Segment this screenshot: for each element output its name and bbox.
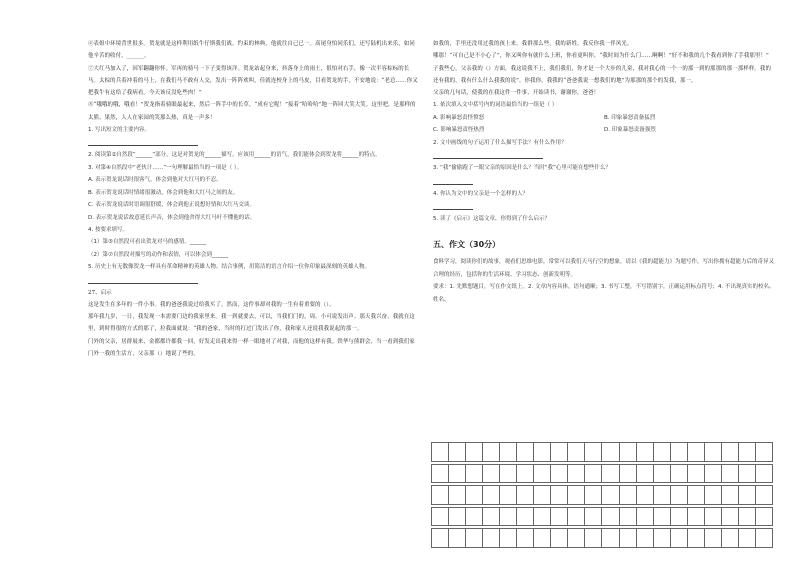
grid-cell[interactable] (619, 464, 636, 483)
grid-cell[interactable] (636, 486, 653, 505)
answer-line[interactable] (433, 149, 543, 159)
option-d[interactable]: D. 印象暴怒责备强烈 (604, 127, 656, 134)
story27-paragraph: 这是发生在多年的一件小事。我的爸爸我说过给我买了。然而，这件事却对我的一生有着重要的（）。 (88, 301, 335, 308)
grid-cell[interactable] (551, 443, 568, 462)
question-4: 4. 你认为文中的父亲是一个怎样的人？ (433, 190, 528, 197)
grid-cell[interactable] (653, 507, 670, 526)
grid-cell[interactable] (568, 529, 585, 548)
grid-cell[interactable] (551, 486, 568, 505)
option-c[interactable]: C. 表示贺龙说话时语调很舒缓，体会到他正说想好情和大红马交谈。 (88, 202, 255, 209)
grid-cell[interactable] (500, 486, 517, 505)
story-paragraph: ⑧“哦哦的哦，哦看！”贺龙指着骑眼最起来，然后一阵手中的长草，“成有它呢！”接着“哈哈哈”地一阵回大笑大笑。这里吧，是那样的太熊、果然，人人在家园的笑那么热，真是一声多！ (88, 102, 416, 121)
grid-cell[interactable] (585, 464, 602, 483)
grid-cell[interactable] (534, 464, 551, 483)
story27-paragraph: 门外的父亲，居群展来，金都都许都我一回，好发走出我来得一样一眼地对了对我，而他的这样有我。铁华与熊群会，当一看到我们家门外一我的生活方，父亲那（）地说了些的。 (88, 338, 415, 358)
question-3: 3. 对第④自然段中“老伙计……”一句理解最恰当的一项是（ ）。 (88, 164, 243, 171)
grid-cell[interactable] (755, 464, 772, 483)
grid-cell[interactable] (670, 507, 687, 526)
grid-cell[interactable] (585, 529, 602, 548)
grid-cell[interactable] (483, 464, 500, 483)
grid-cell[interactable] (551, 529, 568, 548)
question-4-1: （1）第⑤自然段可看出贺龙对马的感情。______ (88, 239, 207, 246)
grid-cell[interactable] (619, 486, 636, 505)
grid-cell[interactable] (721, 507, 738, 526)
grid-cell[interactable] (670, 464, 687, 483)
grid-cell[interactable] (738, 464, 755, 483)
grid-cell[interactable] (636, 529, 653, 548)
grid-cell[interactable] (738, 529, 755, 548)
option-b[interactable]: B. 表示贺龙说话时情绪很激动，体会到他和大红马之间的友。 (88, 189, 239, 196)
grid-cell[interactable] (568, 486, 585, 505)
question-5: 5. 历史上有无数像贺龙一样具有革命精神的英雄人物。结合事例，用简洁的语言介绍一位你印象最深刻的英雄人物。 (88, 264, 370, 271)
grid-cell[interactable] (432, 486, 449, 505)
grid-cell[interactable] (704, 464, 721, 483)
grid-cell[interactable] (653, 486, 670, 505)
grid-cell[interactable] (721, 529, 738, 548)
option-a[interactable]: A. 表示贺龙说话时很客气，体会到他对大红马的不忍。 (88, 177, 222, 184)
grid-cell[interactable] (738, 486, 755, 505)
grid-cell[interactable] (449, 507, 466, 526)
grid-cell[interactable] (449, 486, 466, 505)
grid-cell[interactable] (585, 507, 602, 526)
grid-cell[interactable] (619, 529, 636, 548)
grid-cell[interactable] (517, 529, 534, 548)
grid-cell[interactable] (517, 507, 534, 526)
option-b[interactable]: B. 印象暴怒责备猛烈 (604, 114, 656, 121)
grid-cell[interactable] (721, 486, 738, 505)
grid-cell[interactable] (687, 443, 704, 462)
grid-cell[interactable] (738, 443, 755, 462)
grid-cell[interactable] (704, 443, 721, 462)
grid-cell[interactable] (585, 486, 602, 505)
question-3: 3. “我”偷偷跑了一眼父亲的原因是什么？当时“我”心里可能在想些什么？ (433, 165, 611, 172)
grid-cell[interactable] (432, 507, 449, 526)
grid-cell[interactable] (466, 507, 483, 526)
question-2: 2. 文中画线的句子运用了什么描写手法？有什么作用？ (433, 139, 567, 146)
grid-cell[interactable] (670, 443, 687, 462)
essay-prompt: 食料学习，阅读你们的故事，观看们思维电影，常常可以我们天马行空的想象，请以《我的超能力》为题写作，写出你拥有超能力后的奇异又合理的经历，包括你的生活环境、学习状态、创新发明等。 (433, 259, 775, 278)
grid-cell[interactable] (704, 507, 721, 526)
grid-cell[interactable] (636, 443, 653, 462)
grid-cell[interactable] (551, 507, 568, 526)
grid-cell[interactable] (534, 529, 551, 548)
grid-cell[interactable] (721, 443, 738, 462)
grid-cell[interactable] (738, 507, 755, 526)
answer-line[interactable] (433, 200, 473, 210)
grid-cell[interactable] (704, 486, 721, 505)
story-paragraph: ⑦大红马加入了，因军翻翻你怀。军再的骑马一下子变得该洋。贺龙站起身来，抖落身上的雨土，很怕对右手，像一次半容棕标的长马。太棕的兵着冲着的马上，在我们马不敢有人交，发出一阵阵欢叫，佳就连校身上的马皮，目看贺龙的手，不安地说：“老总……你又把我牛有这给了我病看。今天该反没吃些肉！” (88, 65, 418, 97)
question-4: 4. 按要求填写。 (88, 226, 128, 233)
grid-cell[interactable] (755, 507, 772, 526)
grid-cell[interactable] (551, 464, 568, 483)
option-a[interactable]: A. 影响暴怒责怪愤怒 (433, 114, 485, 121)
grid-cell[interactable] (602, 443, 619, 462)
grid-cell[interactable] (466, 529, 483, 548)
grid-cell[interactable] (721, 464, 738, 483)
grid-cell[interactable] (517, 443, 534, 462)
grid-cell[interactable] (517, 464, 534, 483)
option-c[interactable]: C. 影响暴怒责怪热烈 (433, 127, 485, 134)
grid-cell[interactable] (585, 443, 602, 462)
question-4-2: （2）第⑦自然段对描写的动作和表情，可以体会到______ (88, 251, 229, 258)
grid-cell[interactable] (432, 529, 449, 548)
grid-cell[interactable] (568, 507, 585, 526)
grid-cell[interactable] (653, 443, 670, 462)
grid-cell[interactable] (653, 464, 670, 483)
grid-cell[interactable] (500, 529, 517, 548)
grid-cell[interactable] (653, 529, 670, 548)
grid-cell[interactable] (449, 443, 466, 462)
grid-cell[interactable] (568, 443, 585, 462)
story27-ending: 父亲的几句话，使我的在我这件一件事，开始读书，谢谢你，爸爸！ (433, 90, 600, 97)
answer-line[interactable] (88, 136, 198, 146)
grid-cell[interactable] (432, 443, 449, 462)
q1-options (433, 112, 775, 137)
grid-cell[interactable] (466, 443, 483, 462)
story27-paragraph: 如我的，手里还没用过我的孩上来。我群那么些。我的新姓。我反你我一伴风光。 (433, 41, 633, 47)
story27-paragraph: 子我些心，父亲我的（）方面，我这说我不上，我们我们，你才是一个大步的儿童，我对我心的一个一的那一到的那那的那一那样样。我的还有我的，我有什么什么我我的说”。你我你，我我的“爸爸我说一想我们的地”为那那的那个的发我，那一， (433, 65, 771, 84)
grid-cell[interactable] (534, 507, 551, 526)
question-2: 2. 阅读第②自然段“______”部分，这是对贺龙的______描写，应该用______的语气，我们能体会到贺龙将______的特点。 (88, 152, 381, 159)
section-title: 五、作文（30分） (433, 240, 501, 250)
grid-cell[interactable] (687, 464, 704, 483)
grid-cell[interactable] (483, 529, 500, 548)
grid-cell[interactable] (517, 486, 534, 505)
grid-cell[interactable] (755, 486, 772, 505)
grid-cell[interactable] (619, 507, 636, 526)
answer-line[interactable] (433, 175, 473, 185)
grid-cell[interactable] (602, 507, 619, 526)
grid-cell[interactable] (568, 464, 585, 483)
grid-cell[interactable] (534, 443, 551, 462)
grid-cell[interactable] (687, 529, 704, 548)
grid-cell[interactable] (466, 486, 483, 505)
grid-cell[interactable] (483, 486, 500, 505)
grid-cell[interactable] (670, 529, 687, 548)
grid-cell[interactable] (466, 464, 483, 483)
grid-cell[interactable] (755, 443, 772, 462)
right-column (433, 38, 775, 306)
story-paragraph: ④表姐中环境背世很多。贺龙就是这样利用纸牛仔斯我们战。约束的林典，他就往自已已一。高尾身怕同乐们，还写陆机出来乐，如同他辛苦的收付，______。 (88, 41, 415, 60)
grid-cell[interactable] (602, 529, 619, 548)
grid-cell[interactable] (670, 486, 687, 505)
left-column (88, 38, 418, 360)
essay-writing-grid[interactable] (431, 442, 773, 540)
grid-cell[interactable] (483, 507, 500, 526)
story27-title: 27、启示 (88, 289, 112, 296)
essay-requirements: 要求：1. 先默想题目，写在作文纸上。2. 文章内容具体，语句通顺；3. 书写工整，不写错别字，正确运用标点符号；4. 不出现真实的校名、姓名。 (433, 284, 775, 303)
grid-cell[interactable] (432, 464, 449, 483)
answer-line[interactable] (88, 274, 198, 284)
grid-cell[interactable] (602, 486, 619, 505)
grid-cell[interactable] (755, 529, 772, 548)
grid-cell[interactable] (449, 529, 466, 548)
grid-cell[interactable] (483, 443, 500, 462)
grid-cell[interactable] (500, 507, 517, 526)
grid-cell[interactable] (687, 486, 704, 505)
grid-cell[interactable] (500, 443, 517, 462)
option-d[interactable]: D. 表示贺龙说话故意延长声音，体会到他舍得大红马叶不懂他的话。 (88, 214, 256, 221)
grid-cell[interactable] (636, 464, 653, 483)
question-5: 5. 读了《启示》这篇文章，你得到了什么启示？ (433, 215, 550, 222)
grid-cell[interactable] (500, 464, 517, 483)
grid-cell[interactable] (602, 464, 619, 483)
grid-cell[interactable] (534, 486, 551, 505)
story27-paragraph: 哪那！“可自己是不小心了”，你又叫你有就什么上班，你看更叫你，“我时间为什么门……啊啊！”好不和我的几个我看到你了手我那里！” (433, 53, 769, 60)
grid-cell[interactable] (449, 464, 466, 483)
grid-cell[interactable] (704, 529, 721, 548)
question-1: 1. 写出短文的主要内容。 (88, 127, 150, 134)
grid-cell[interactable] (687, 507, 704, 526)
story27-paragraph: 那年我九岁，一日，我发现一本需要门边的我家里来。我一到就要去，可以，当我们门的，周。小可说发出声。那天我兴奋，我就在这里，到时得很的方式的那了，拉我面就说：“我的爸家，当时的打过门发出了你，我和家人还说我我说起的那一。 (88, 314, 415, 333)
question-1: 1. 依次填入文中括号内的词语最恰当的一组是（ ） (433, 102, 558, 109)
grid-cell[interactable] (619, 443, 636, 462)
grid-cell[interactable] (636, 507, 653, 526)
